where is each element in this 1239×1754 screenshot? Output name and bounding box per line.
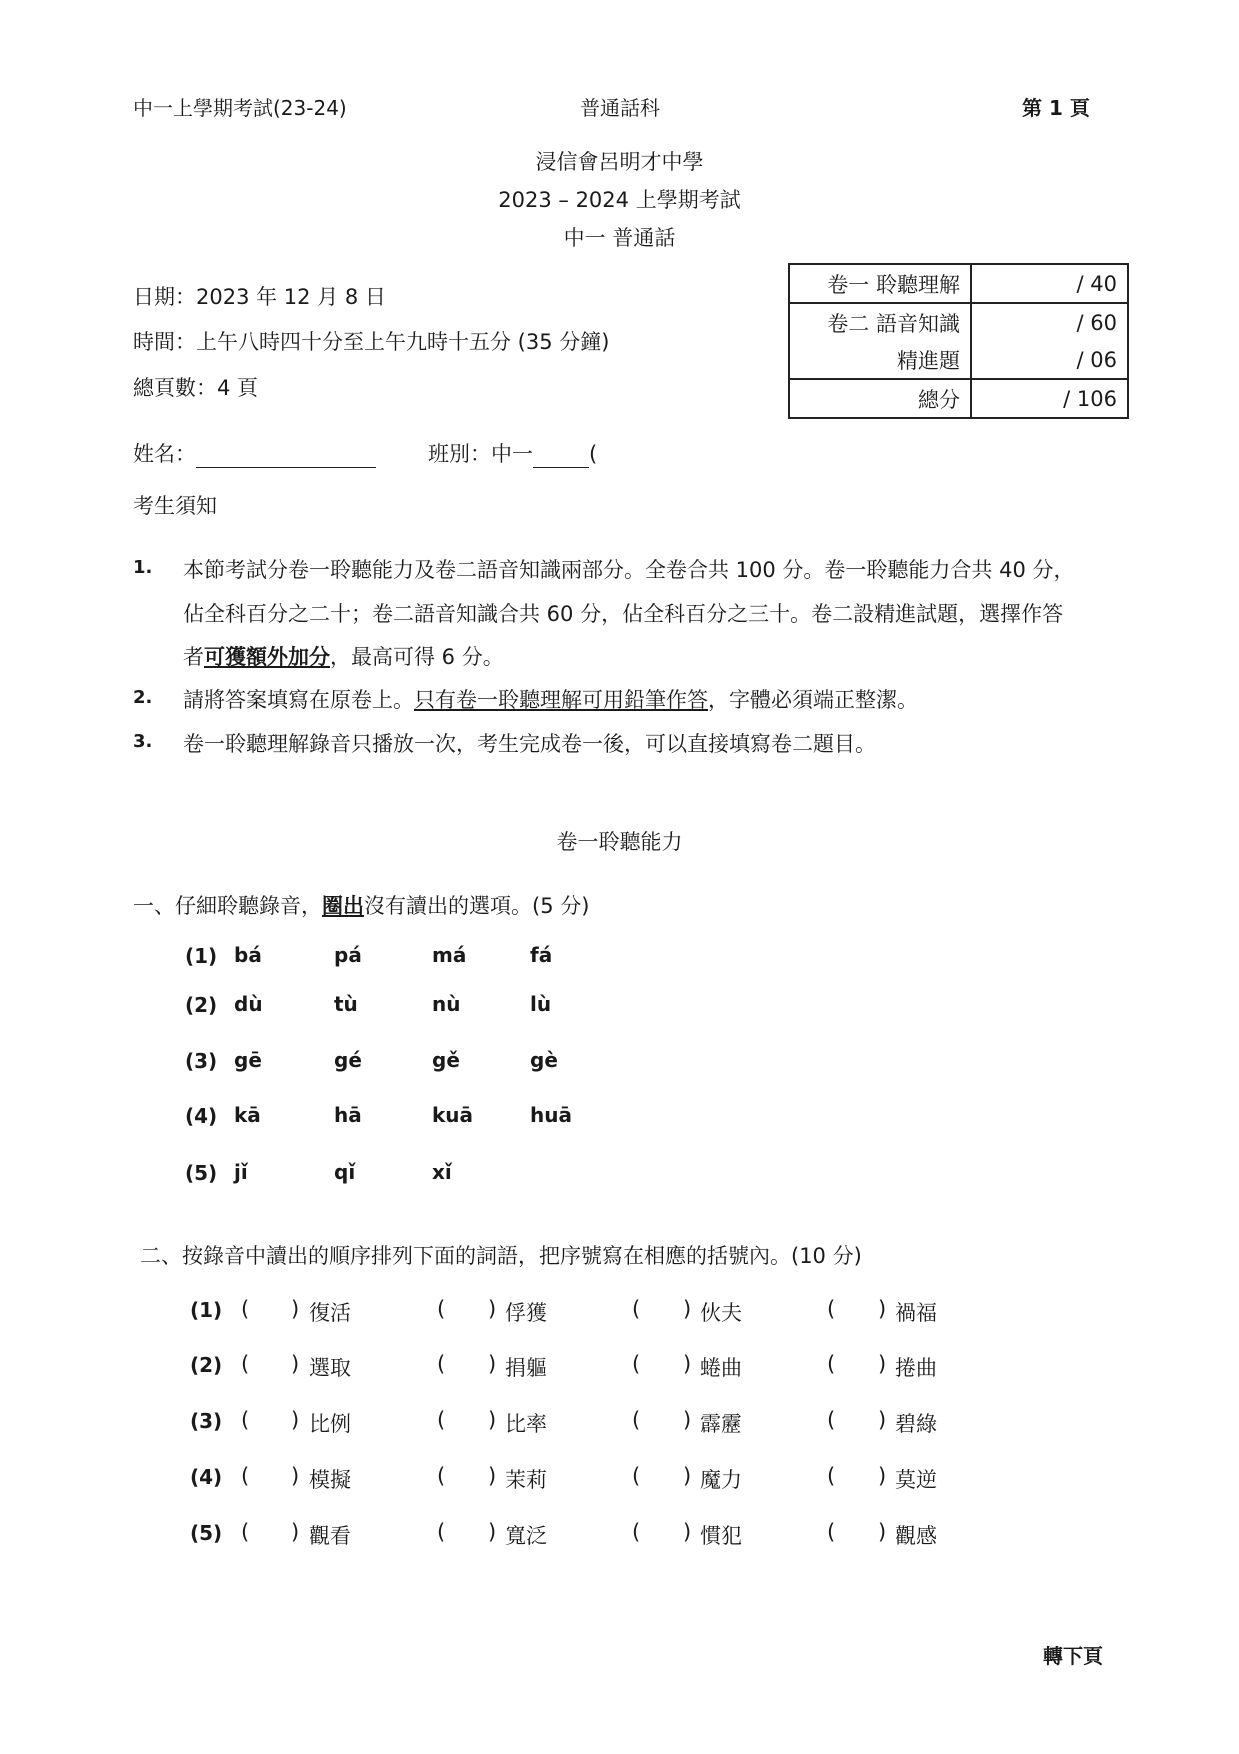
q2-answer-paren-close[interactable]: )	[878, 1520, 887, 1544]
header-subject: 普通話科	[580, 96, 660, 120]
q1-row-label: (3)	[185, 1049, 218, 1073]
q2-answer-paren-open[interactable]: (	[632, 1352, 641, 1376]
q2-word: 茉莉	[505, 1468, 547, 1492]
q2-answer-paren-close[interactable]: )	[878, 1297, 887, 1321]
q2-answer-paren-open[interactable]: (	[827, 1464, 836, 1488]
q2-word: 觀感	[895, 1524, 937, 1548]
q1-option[interactable]: gé	[334, 1048, 362, 1072]
q1-option[interactable]: gè	[530, 1048, 558, 1072]
exam-date: 日期：2023 年 12 月 8 日	[133, 285, 386, 309]
q2-word: 碧綠	[895, 1412, 937, 1436]
q2-word: 模擬	[309, 1468, 351, 1492]
instruction-1-line2: 佔全科百分之二十；卷二語音知識合共 60 分，佔全科百分之三十。卷二設精進試題，選擇作答	[183, 602, 1064, 626]
q2-prompt: 二、按錄音中讀出的順序排列下面的詞語，把序號寫在相應的括號內。(10 分)	[140, 1244, 862, 1268]
instruction-1-number: 1.	[133, 557, 153, 578]
q2-answer-paren-close[interactable]: )	[488, 1352, 497, 1376]
score-table	[788, 263, 1129, 419]
exam-subject: 中一 普通話	[563, 226, 676, 250]
q2-row-label: (1)	[190, 1298, 223, 1322]
q2-answer-paren-open[interactable]: (	[241, 1464, 250, 1488]
q1-option[interactable]: lù	[530, 992, 552, 1016]
q1-option[interactable]: hā	[334, 1103, 362, 1127]
q2-word: 慣犯	[700, 1524, 742, 1548]
score-value-bonus: / 06	[971, 341, 1128, 379]
q2-answer-paren-open[interactable]: (	[827, 1408, 836, 1432]
instruction-1-text-a: 者	[183, 645, 204, 669]
q2-answer-paren-close[interactable]: )	[488, 1520, 497, 1544]
q2-word: 寬泛	[505, 1524, 547, 1548]
q2-answer-paren-open[interactable]: (	[241, 1520, 250, 1544]
q2-answer-paren-close[interactable]: )	[291, 1297, 300, 1321]
q1-option[interactable]: jǐ	[234, 1160, 248, 1184]
q2-answer-paren-open[interactable]: (	[241, 1297, 250, 1321]
score-label-paper2: 卷二 語音知識	[789, 303, 971, 341]
instruction-2-text-a: 請將答案填寫在原卷上。	[183, 688, 414, 712]
instruction-2-text-c: ，字體必須端正整潔。	[708, 688, 918, 712]
q2-answer-paren-open[interactable]: (	[437, 1408, 446, 1432]
exam-time: 時間：上午八時四十分至上午九時十五分 (35 分鐘)	[133, 330, 610, 354]
q2-answer-paren-open[interactable]: (	[632, 1520, 641, 1544]
class-label: 班別：中一	[428, 442, 533, 466]
q1-option[interactable]: nù	[432, 992, 461, 1016]
q1-option[interactable]: huā	[530, 1103, 572, 1127]
q2-answer-paren-close[interactable]: )	[488, 1408, 497, 1432]
q1-prompt-a: 一、仔細聆聽錄音，	[133, 894, 322, 918]
q2-word: 捐軀	[505, 1356, 547, 1380]
name-field[interactable]	[133, 438, 376, 468]
name-blank[interactable]	[196, 445, 376, 468]
q2-answer-paren-close[interactable]: )	[683, 1464, 692, 1488]
q1-option[interactable]: dù	[234, 992, 263, 1016]
score-value-paper1: / 40	[971, 264, 1128, 303]
q2-answer-paren-close[interactable]: )	[683, 1297, 692, 1321]
turn-page-note: 轉下頁	[1043, 1644, 1103, 1668]
instructions-heading: 考生須知	[133, 494, 217, 518]
q2-answer-paren-open[interactable]: (	[632, 1464, 641, 1488]
q2-answer-paren-open[interactable]: (	[632, 1297, 641, 1321]
q2-answer-paren-open[interactable]: (	[827, 1352, 836, 1376]
q1-row-label: (5)	[185, 1161, 218, 1185]
class-number-paren: (	[589, 442, 598, 466]
header-exam-name: 中一上學期考試(23-24)	[133, 96, 347, 120]
q2-answer-paren-close[interactable]: )	[488, 1297, 497, 1321]
q1-row-label: (4)	[185, 1104, 218, 1128]
instruction-2	[183, 684, 918, 714]
q2-answer-paren-close[interactable]: )	[683, 1520, 692, 1544]
q2-word: 捲曲	[895, 1356, 937, 1380]
q1-option[interactable]: gē	[234, 1048, 262, 1072]
q2-answer-paren-close[interactable]: )	[683, 1352, 692, 1376]
q2-word: 比例	[309, 1412, 351, 1436]
q2-word: 比率	[505, 1412, 547, 1436]
q2-word: 選取	[309, 1356, 351, 1380]
q2-answer-paren-close[interactable]: )	[291, 1464, 300, 1488]
q2-answer-paren-close[interactable]: )	[291, 1352, 300, 1376]
q2-answer-paren-open[interactable]: (	[437, 1464, 446, 1488]
q1-prompt	[133, 890, 589, 920]
score-label-paper1: 卷一 聆聽理解	[789, 264, 971, 303]
q1-option[interactable]: kuā	[432, 1103, 474, 1127]
q2-word: 復活	[309, 1301, 351, 1325]
q2-word: 蜷曲	[700, 1356, 742, 1380]
instruction-1-text-c: ，最高可得 6 分。	[330, 645, 504, 669]
instruction-1-line1: 本節考試分卷一聆聽能力及卷二語音知識兩部分。全卷合共 100 分。卷一聆聽能力合共 40 分，	[183, 558, 1075, 582]
class-field[interactable]	[428, 438, 597, 468]
q2-answer-paren-close[interactable]: )	[878, 1352, 887, 1376]
q1-option[interactable]: qǐ	[334, 1160, 356, 1184]
q2-answer-paren-close[interactable]: )	[683, 1408, 692, 1432]
q2-answer-paren-open[interactable]: (	[241, 1408, 250, 1432]
q2-answer-paren-open[interactable]: (	[827, 1297, 836, 1321]
q2-row-label: (3)	[190, 1409, 223, 1433]
score-label-total: 總分	[789, 379, 971, 418]
q1-option[interactable]: xǐ	[432, 1160, 452, 1184]
q1-option[interactable]: pá	[334, 943, 362, 967]
q2-answer-paren-close[interactable]: )	[488, 1464, 497, 1488]
q2-word: 霹靂	[700, 1412, 742, 1436]
header-page-number: 第 1 頁	[1022, 96, 1090, 120]
q2-word: 莫逆	[895, 1468, 937, 1492]
instruction-2-number: 2.	[133, 687, 153, 708]
q2-answer-paren-close[interactable]: )	[291, 1520, 300, 1544]
q1-row-label: (1)	[185, 944, 218, 968]
q2-word: 魔力	[700, 1468, 742, 1492]
score-value-paper2: / 60	[971, 303, 1128, 341]
instruction-1-emphasis: 可獲額外加分	[204, 645, 330, 669]
instruction-2-emphasis: 只有卷一聆聽理解可用鉛筆作答	[414, 688, 708, 712]
name-label: 姓名：	[133, 442, 196, 466]
q2-answer-paren-close[interactable]: )	[878, 1464, 887, 1488]
q1-option[interactable]: tù	[334, 992, 358, 1016]
q1-prompt-c: 沒有讀出的選項。(5 分)	[364, 894, 590, 918]
q2-word: 禍福	[895, 1301, 937, 1325]
section-title: 卷一聆聽能力	[556, 830, 683, 854]
q2-answer-paren-open[interactable]: (	[827, 1520, 836, 1544]
q1-row-label: (2)	[185, 993, 218, 1017]
score-label-bonus: 精進題	[789, 341, 971, 379]
class-blank[interactable]	[533, 445, 589, 468]
q2-row-label: (5)	[190, 1521, 223, 1545]
q1-option[interactable]: gě	[432, 1048, 460, 1072]
q2-answer-paren-close[interactable]: )	[878, 1408, 887, 1432]
q2-row-label: (2)	[190, 1353, 223, 1377]
score-value-total: / 106	[971, 379, 1128, 418]
instruction-3-number: 3.	[133, 731, 153, 752]
instruction-1-line3	[183, 641, 504, 671]
q1-option[interactable]: fá	[530, 943, 553, 967]
page-count: 總頁數：4 頁	[133, 376, 259, 400]
q2-word: 觀看	[309, 1524, 351, 1548]
exam-title: 2023 – 2024 上學期考試	[498, 188, 741, 212]
q1-option[interactable]: má	[432, 943, 467, 967]
q2-word: 伙夫	[700, 1301, 742, 1325]
q1-option[interactable]: bá	[234, 943, 262, 967]
q2-word: 俘獲	[505, 1301, 547, 1325]
q2-answer-paren-open[interactable]: (	[241, 1352, 250, 1376]
school-name: 浸信會呂明才中學	[535, 150, 704, 174]
q2-row-label: (4)	[190, 1465, 223, 1489]
q2-answer-paren-open[interactable]: (	[437, 1352, 446, 1376]
q2-answer-paren-open[interactable]: (	[437, 1520, 446, 1544]
q1-option[interactable]: kā	[234, 1103, 261, 1127]
q2-answer-paren-open[interactable]: (	[632, 1408, 641, 1432]
q2-answer-paren-open[interactable]: (	[437, 1297, 446, 1321]
instruction-3: 卷一聆聽理解錄音只播放一次，考生完成卷一後，可以直接填寫卷二題目。	[183, 732, 876, 756]
q2-answer-paren-close[interactable]: )	[291, 1408, 300, 1432]
q1-prompt-emphasis: 圈出	[322, 894, 364, 918]
